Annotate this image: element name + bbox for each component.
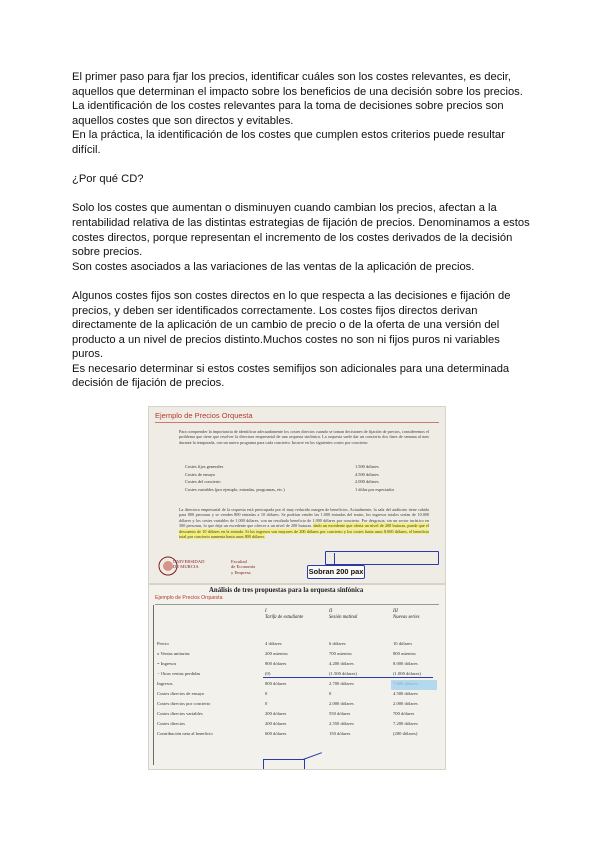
cost-list xyxy=(185,463,425,493)
blank-line xyxy=(72,187,532,202)
blank-line xyxy=(72,274,532,289)
figure-intro-text: Para comprender la importancia de identificar adecuadamente los costes directos cuando se toman decisiones de fijación de precios, consideremos el problema que tiene que resolver la directora empresarial de una orquesta sinfónica. La orquesta suele dar un concierto dos fines de semana al mes durante la temporada, con un nuevo programa para cada concierto. Incurre en los siguientes costes por concierto: xyxy=(179,429,429,445)
table-subtitle: Ejemplo de Precios Orquesta xyxy=(155,595,223,601)
paragraph: En la práctica, la identificación de los costes que cumplen estos criterios puede resultar difícil. xyxy=(72,129,505,156)
table-row: − Otras ventas perdidas (0) (1.500 dólares) (1.000 dólares) xyxy=(157,671,421,676)
figure-orchestra-example xyxy=(148,406,446,584)
paragraph-question: ¿Por qué CD? xyxy=(72,173,144,186)
paragraph: Solo los costes que aumentan o disminuyen cuando cambian los precios, afectan a la rentabilidad relativa de las distintas estrategias de fijación de precios. Denominamos a estos costes directos, porque representan el incremento de los costes derivados de la decisión sobre precios. xyxy=(72,202,530,259)
paragraph: Algunos costes fijos son costes directos en lo que respecta a las decisiones e fijación de precios, y deben ser identificados correctamente. Los costes fijos directos derivan directamente de la aplicación de un cambio de precio o de la oferta de una versión del producto a un nivel de precios distinto.Muchos costes no son ni fijos puros ni variables puros. xyxy=(72,289,511,361)
arrow-annotation xyxy=(303,752,322,760)
table-row: x Ventas unitarias 200 asientos 700 asientos 800 asientos xyxy=(157,651,416,656)
table-row: Precio 4 dólares 6 dólares 10 dólares xyxy=(157,641,413,646)
table-row: = Ingresos 800 dólares 4.200 dólares 8.000 dólares xyxy=(157,661,418,666)
cost-row: Costes de ensayo 4.500 dólares xyxy=(185,471,379,477)
faculty-name: Facultad de Economía y Empresa xyxy=(231,559,256,575)
university-name: UNIVERSIDAD DE MURCIA xyxy=(173,559,205,570)
box-annotation xyxy=(263,759,305,770)
table-title: Análisis de tres propuestas para la orquesta sinfónica xyxy=(209,587,364,594)
figure-proposals-table xyxy=(148,584,446,770)
cost-row: Costes fijos generales 1.500 dólares xyxy=(185,464,379,469)
paragraph: La identificación de los costes relevantes para la toma de decisiones sobre precios son aquellos costes que son directos y evitables. xyxy=(72,100,504,127)
cost-row: Costes variables (por ejemplo, entradas, programas, etc.) 1 dólar por espectador xyxy=(185,486,395,492)
margin-line xyxy=(153,605,154,765)
callout-pointer xyxy=(334,553,335,565)
title-divider xyxy=(155,604,439,605)
table-row: Costes directos de ensayo 0 0 4.500 dólares xyxy=(157,691,418,696)
table-row: Contribución neta al beneficio 600 dólares 150 dólares (200 dólares) xyxy=(157,731,418,736)
cost-row: Costes del concierto 2.000 dólares xyxy=(185,479,379,485)
figure-title: Ejemplo de Precios Orquesta xyxy=(155,411,253,420)
figure-footer xyxy=(149,555,445,583)
figure-body-text: La directora empresarial de la orquesta está preocupada por el muy reducido margen de beneficios. Actualmente, la sala del auditorio tiene cabida para 800 personas y se venden 800 entradas a 10 dólares. Se podrían vender las 1.000 entradas del teatro, los ingresos totales serían de 10.000 dólares y los costes variables de 1.000 dólares, con un resultado beneficio de 1.000 dólares por concierto. Por desgracia, sin un sector turístico en 300 personas, lo que deja un excedente que ofrecer a un nivel de 200 butacas. dado un excedente que oferta un nivel de 200 butacas, puede que el descuento de 10 dólares en la entrada. Si los ingresos son mayores de 200 dólares por concierto y los costes hasta unos 8.000 dólares, el beneficio total por concierto aumenta hasta unos 800 dólares. xyxy=(179,507,430,540)
paragraph: Son costes asociados a las variaciones de las ventas de la aplicación de precios. xyxy=(72,260,475,273)
document-text xyxy=(72,70,532,391)
callout-label: Sobran 200 pax xyxy=(307,565,365,579)
table-row: Costes directos por concierto 0 2.000 dólares 2.000 dólares xyxy=(157,701,418,706)
highlight-annotation xyxy=(391,680,437,690)
highlighted-text: dado un excedente que oferta un nivel de 200 butacas, puede que el descuento de 10 dólares en la entrada. Si los ingresos son mayores de 200 dólares por concierto y los costes hasta unos 8.000 dólares, el beneficio total por concierto aumenta hasta unos 800 dólares. xyxy=(179,523,430,540)
column-header: I Tarifa de estudiante xyxy=(265,609,304,620)
title-divider xyxy=(155,422,439,423)
table-row: Costes directos variables 200 dólares 550 dólares 700 dólares xyxy=(157,711,415,716)
paragraph: El primer paso para fjar los precios, identificar cuáles son los costes relevantes, es decir, aquellos que determinan el impacto sobre los beneficios de una decisión sobre los precios. xyxy=(72,71,523,98)
blank-line xyxy=(72,158,532,173)
table-row: Costes directos 200 dólares 2.550 dólares 7.200 dólares xyxy=(157,721,418,726)
column-header: III Nuevas series xyxy=(393,609,420,620)
underline-annotation xyxy=(263,677,433,678)
paragraph: Es necesario determinar si estos costes semifijos son adicionales para una determinada decisión de fijación de precios. xyxy=(72,362,510,390)
column-header: II Sesión matinal xyxy=(329,609,358,620)
table-row: Ingresos 800 dólares 2.700 dólares xyxy=(157,681,354,686)
